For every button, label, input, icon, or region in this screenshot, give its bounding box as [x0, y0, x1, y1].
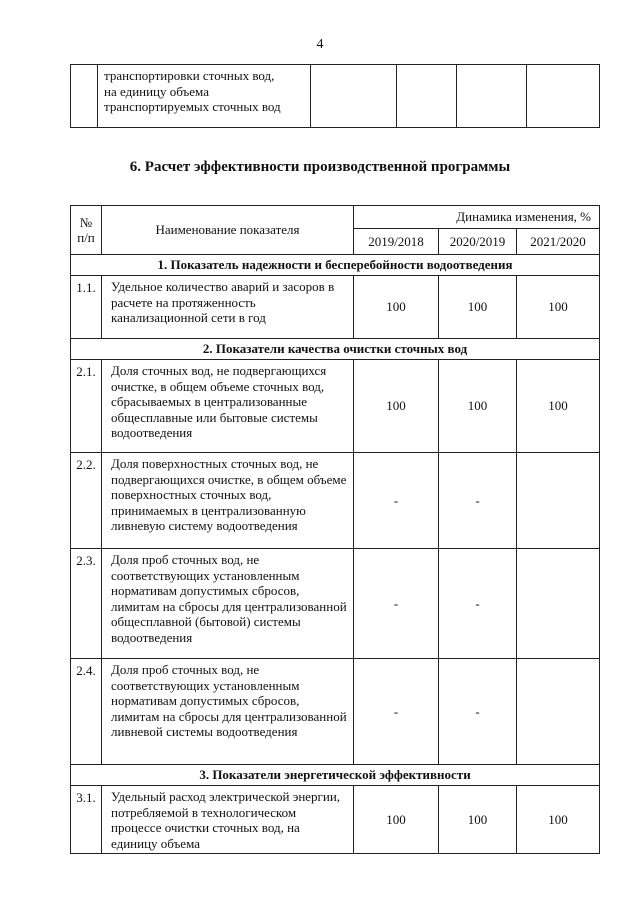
page-number: 4: [316, 37, 324, 52]
section-row: [71, 255, 600, 276]
row-value: 100: [517, 360, 600, 453]
header-year: 2020/2019: [439, 229, 517, 255]
section-heading: 2. Показатели качества очистки сточных вод: [71, 339, 600, 360]
row-value: -: [354, 549, 439, 659]
row-value: 100: [439, 276, 517, 339]
row-value: 100: [439, 786, 517, 854]
row-value: -: [439, 659, 517, 765]
row-name: Доля поверхностных сточных вод, не подвергающихся очистке, в общем объеме поверхностных сточных вод, принимаемых в централизованную ливневую систему водоотведения: [102, 453, 354, 549]
row-name: Доля сточных вод, не подвергающихся очистке, в общем объеме сточных вод, сбрасываемых в централизованные общесплавные или бытовые системы водоотведения: [102, 360, 354, 453]
indicator-name-cell: [98, 65, 311, 128]
row-value: [517, 453, 600, 549]
header-num: № п/п: [71, 206, 102, 255]
row-value: -: [439, 549, 517, 659]
row-name: Удельный расход электрической энергии, потребляемой в технологическом процессе очистки сточных вод, на единицу объема: [102, 786, 354, 854]
value-cell: [527, 65, 600, 128]
row-name: Доля проб сточных вод, не соответствующих установленным нормативам допустимых сбросов, лимитам на сбросы для централизованной общесплавной (бытовой) системы водоотведения: [102, 549, 354, 659]
table-row: [71, 549, 600, 659]
row-name: Доля проб сточных вод, не соответствующих установленным нормативам допустимых сбросов, лимитам на сбросы для централизованной ливневой системы водоотведения: [102, 659, 354, 765]
row-num: 1.1.: [71, 276, 102, 339]
line-word: транспортировки сточных вод,: [104, 68, 275, 83]
value-cell: [397, 65, 457, 128]
row-num: 2.1.: [71, 360, 102, 453]
value-cell: [311, 65, 397, 128]
row-value: [517, 549, 600, 659]
row-value: 100: [354, 786, 439, 854]
row-value: [517, 659, 600, 765]
header-row: [71, 206, 600, 229]
row-num: 3.1.: [71, 786, 102, 854]
row-num: 2.4.: [71, 659, 102, 765]
text-line: транспортируемых сточных вод: [104, 99, 281, 114]
row-value: -: [354, 659, 439, 765]
row-name: Удельное количество аварий и засоров в расчете на протяженность канализационной сети в год: [102, 276, 354, 339]
section-heading: 1. Показатель надежности и бесперебойности водоотведения: [71, 255, 600, 276]
continued-table-fragment: [70, 64, 600, 128]
table-row: [71, 786, 600, 854]
row-value: 100: [439, 360, 517, 453]
header-name: Наименование показателя: [102, 206, 354, 255]
section-heading: 3. Показатели энергетической эффективности: [71, 765, 600, 786]
line-text: на единицу объема: [104, 83, 209, 99]
table-row: [71, 659, 600, 765]
row-value: 100: [517, 786, 600, 854]
section-row: [71, 339, 600, 360]
header-dynamics: Динамика изменения, %: [354, 206, 600, 229]
section-title: 6. Расчет эффективности производственной программы: [129, 159, 511, 175]
value-cell: [457, 65, 527, 128]
text-line: [104, 68, 304, 84]
row-value: -: [439, 453, 517, 549]
text-line: [104, 84, 304, 100]
header-year: 2019/2018: [354, 229, 439, 255]
row-value: -: [354, 453, 439, 549]
section-row: [71, 765, 600, 786]
row-value: 100: [354, 360, 439, 453]
table-row: [71, 65, 600, 128]
row-value: 100: [517, 276, 600, 339]
table-row: [71, 276, 600, 339]
table-row: [71, 453, 600, 549]
table-row: [71, 360, 600, 453]
row-num: 2.2.: [71, 453, 102, 549]
row-value: 100: [354, 276, 439, 339]
row-num: 2.3.: [71, 549, 102, 659]
header-year: 2021/2020: [517, 229, 600, 255]
efficiency-table: [70, 205, 600, 854]
num-cell: [71, 65, 98, 128]
